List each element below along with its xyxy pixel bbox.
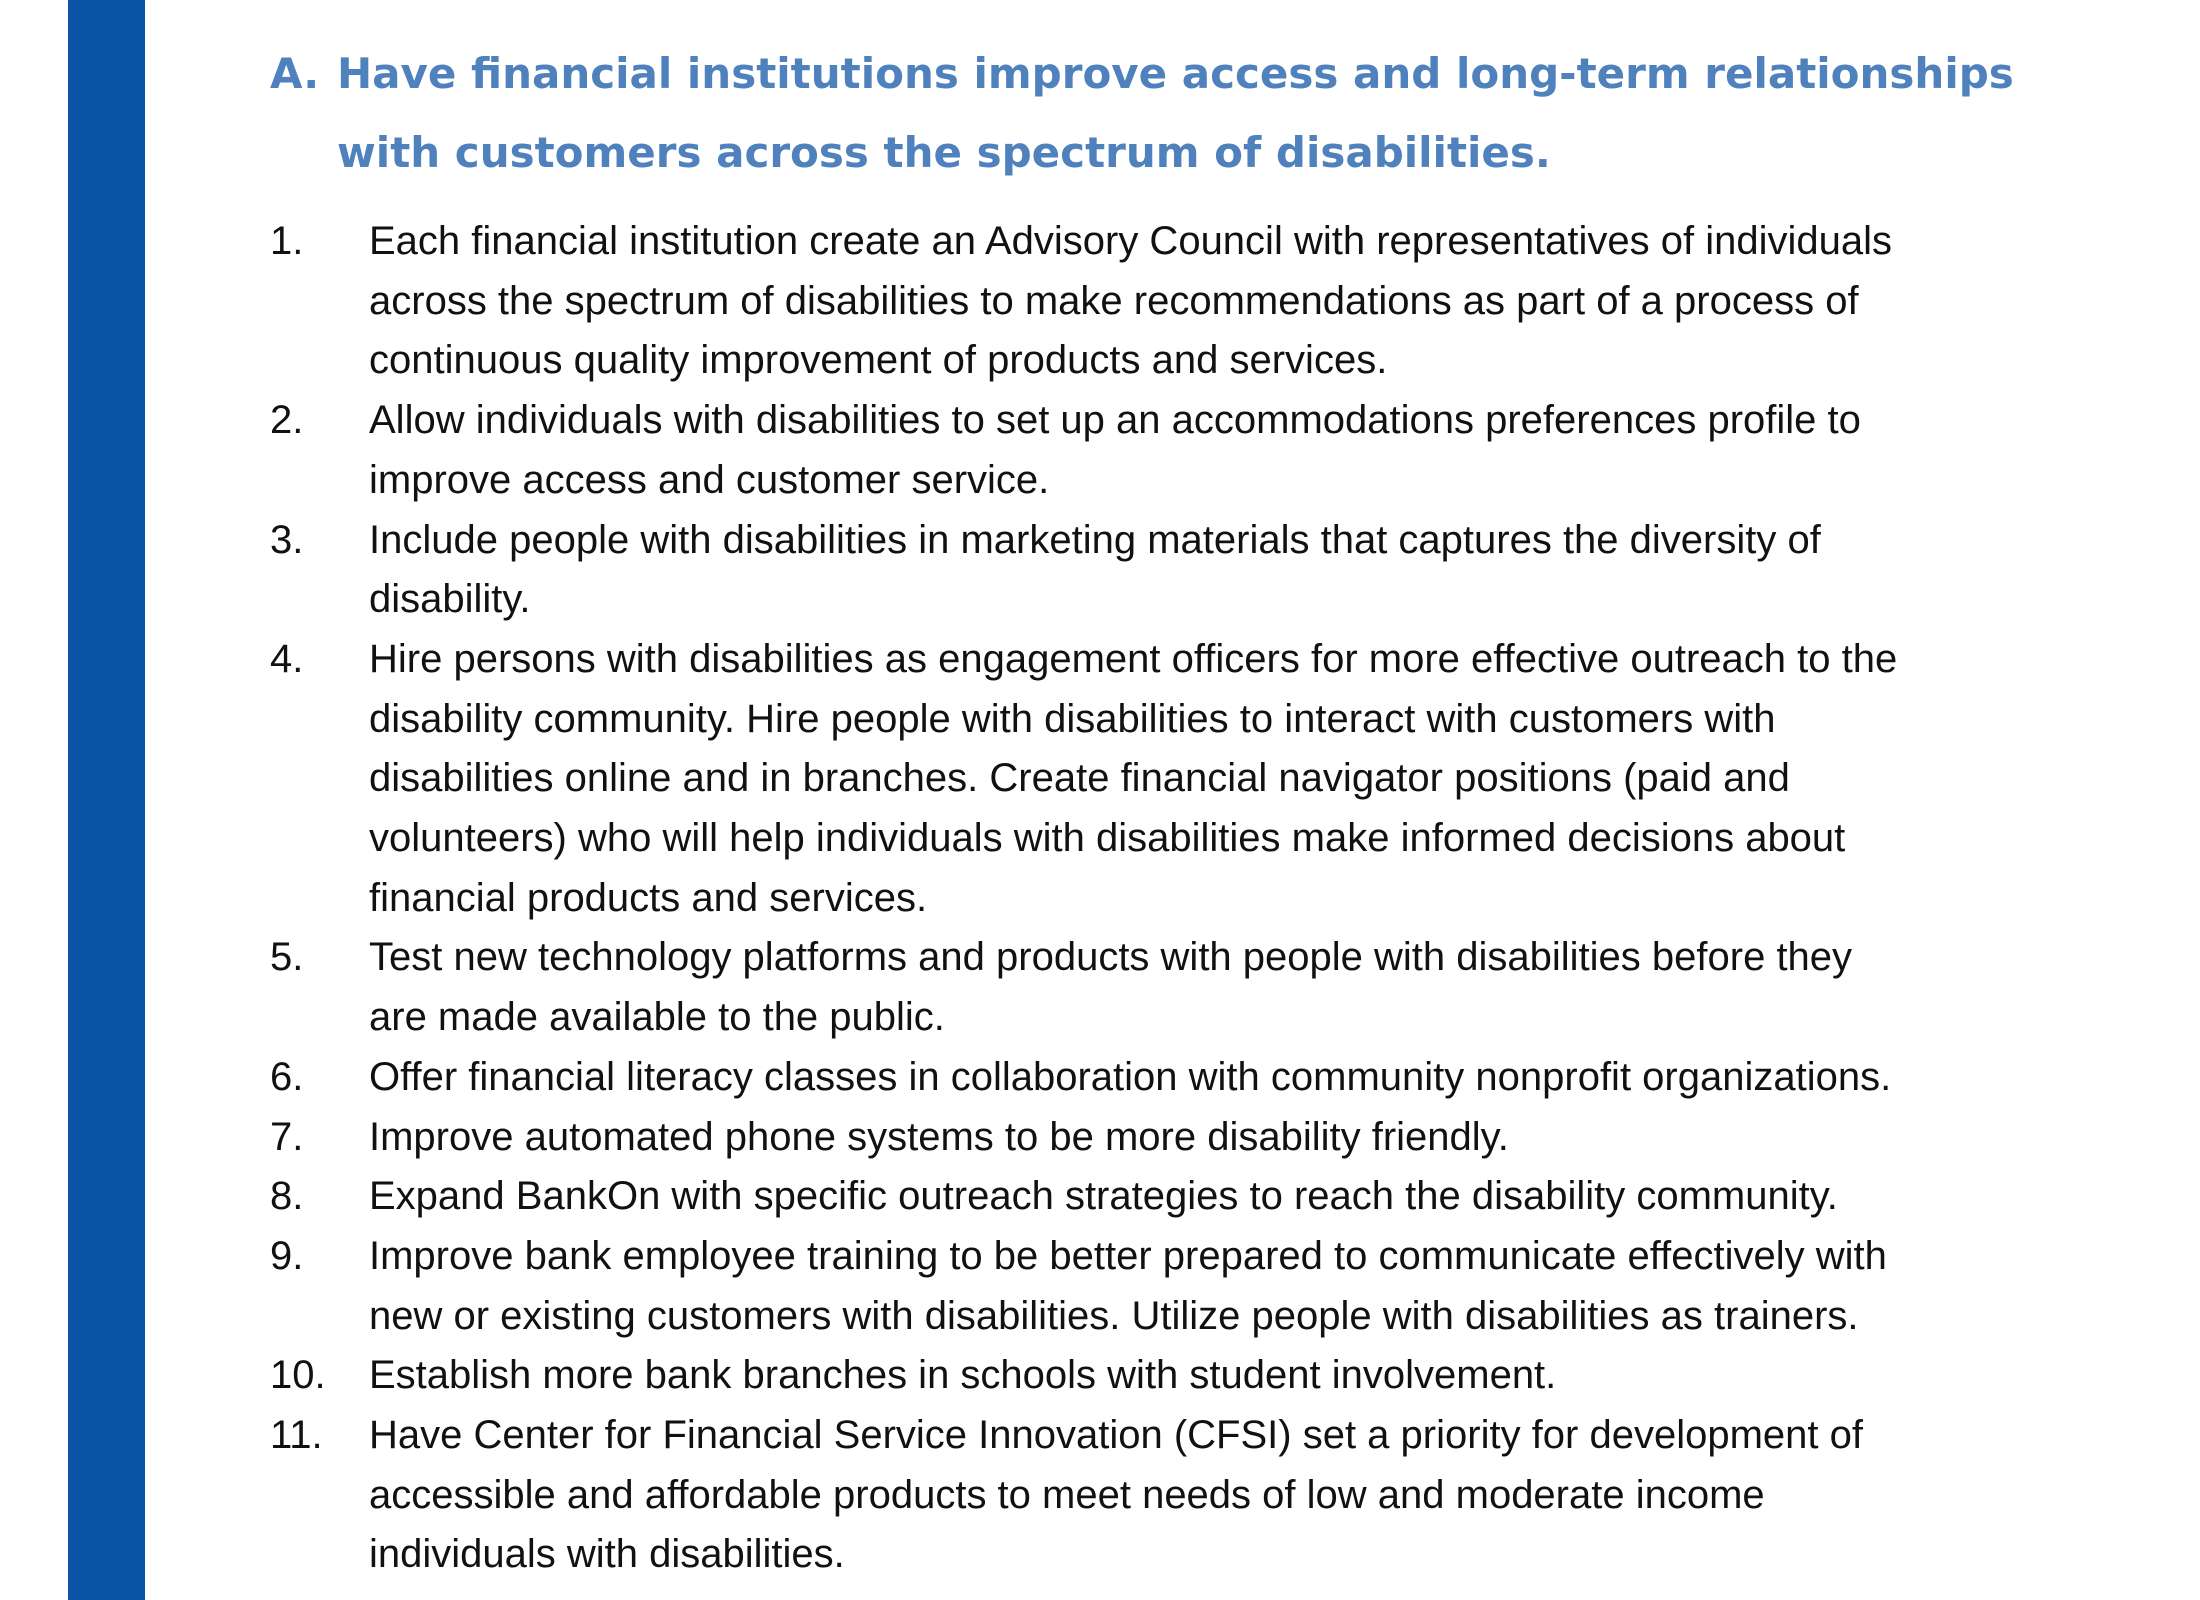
- recommendation-item: [270, 212, 2070, 391]
- recommendation-number: 1.: [270, 219, 304, 263]
- recommendation-number: 2.: [270, 398, 304, 443]
- recommendation-item: [270, 928, 2070, 1047]
- recommendation-number: 10.: [270, 1353, 326, 1398]
- recommendation-text: Establish more bank branches in schools with student involvement.: [369, 1353, 1557, 1398]
- recommendation-text: Improve bank employee training to be better prepared to communicate effectively with new or existing customers with disabilities. Utilize people with disabilities as trainers.: [369, 1233, 1887, 1338]
- recommendation-text: Improve automated phone systems to be more disability friendly.: [369, 1114, 1509, 1159]
- recommendation-text: Expand BankOn with specific outreach strategies to reach the disability community.: [369, 1174, 1838, 1219]
- recommendation-number: 3.: [270, 517, 304, 562]
- section-heading: [270, 34, 2070, 192]
- recommendation-text: Each financial institution create an Advisory Council with representatives of individuals across the spectrum of disabilities to make recommendations as part of a process of continuous quality improvement of products and services.: [369, 219, 1893, 383]
- recommendation-item: [270, 391, 2070, 510]
- side-accent-bar: [68, 0, 145, 1600]
- recommendation-number: 8.: [270, 1174, 304, 1219]
- section-title: Have financial institutions improve access and long-term relationships with customers across the spectrum of disabilities.: [337, 49, 2014, 177]
- recommendation-item: [270, 1167, 2070, 1227]
- recommendation-item: [270, 1048, 2070, 1108]
- recommendation-text: Allow individuals with disabilities to set up an accommodations preferences profile to improve access and customer service.: [369, 398, 1861, 502]
- recommendation-number: 7.: [270, 1114, 304, 1159]
- recommendation-item: [270, 1108, 2070, 1168]
- recommendation-item: [270, 511, 2070, 630]
- recommendation-text: Include people with disabilities in marketing materials that captures the diversity of disability.: [369, 517, 1821, 622]
- recommendation-number: 9.: [270, 1233, 304, 1278]
- section-letter: A.: [270, 49, 320, 98]
- recommendations-list: [270, 212, 2070, 1585]
- recommendation-text: Hire persons with disabilities as engagement officers for more effective outreach to the disability community. Hire people with disabilities to interact with customers with disabilities online and in branches. Create financial navigator positions (paid and volunteers) who will help individuals with disabilities make informed decisions about financial products and services.: [369, 636, 1898, 920]
- recommendation-number: 6.: [270, 1054, 304, 1099]
- recommendation-item: [270, 1346, 2070, 1406]
- recommendation-text: Have Center for Financial Service Innovation (CFSI) set a priority for development of accessible and affordable products to meet needs of low and moderate income individuals with disabilities.: [369, 1413, 1863, 1577]
- recommendation-text: Test new technology platforms and products with people with disabilities before they are made available to the public.: [369, 935, 1853, 1040]
- recommendation-number: 5.: [270, 935, 304, 980]
- recommendation-item: [270, 1227, 2070, 1346]
- recommendation-item: [270, 630, 2070, 929]
- recommendation-text: Offer financial literacy classes in collaboration with community nonprofit organizations.: [369, 1054, 1892, 1099]
- recommendation-number: 11.: [270, 1413, 323, 1458]
- recommendation-item: [270, 1406, 2070, 1585]
- recommendation-number: 4.: [270, 636, 304, 681]
